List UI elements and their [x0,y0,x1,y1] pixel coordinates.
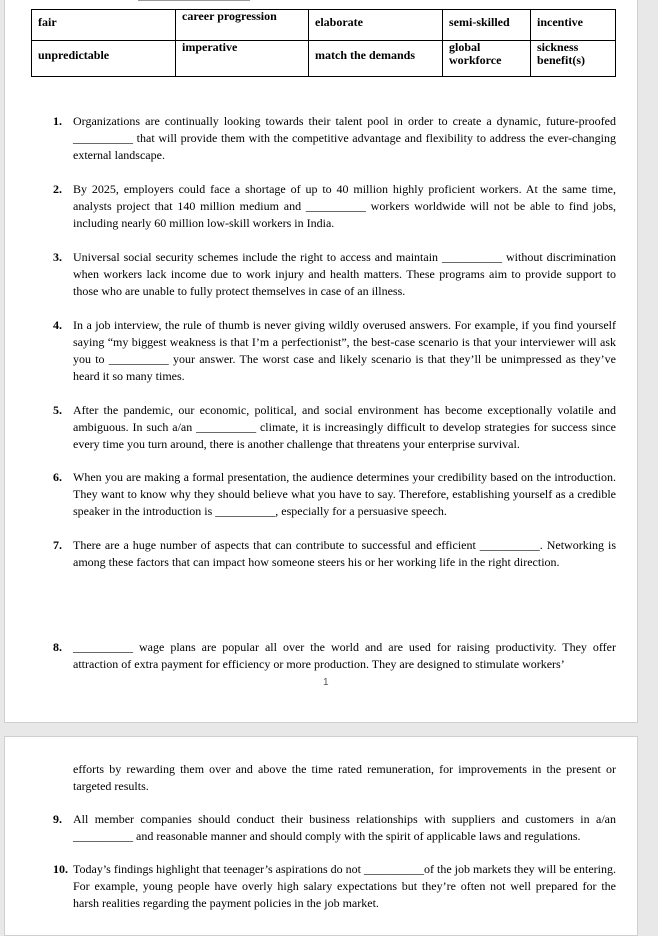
question-text: After the pandemic, our economic, political, and social environment has become exceptionally volatile and ambiguous. In such a/an __________ climate, it is increasingly difficult to develop strategies for success since every time you turn around, there is another challenge that threatens your enterprise survival. [73,403,616,451]
word-bank-cell: fair [32,10,176,41]
word-bank-cell: global workforce [443,41,531,77]
question-text: When you are making a formal presentation, the audience determines your credibility based on the introduction. They want to know why they should believe what you have to say. Therefore, establishing yourself as a credible speaker in the introduction is __________, especially for a persuasive speech. [73,470,616,518]
word-bank-cell: semi-skilled [443,10,531,41]
question-number: 3. [53,250,62,264]
word-bank-table [31,9,616,77]
word-bank-row [32,10,616,41]
question-text: Universal social security schemes include the right to access and maintain __________ without discrimination when workers lack income due to work injury and health matters. These programs aim to provide support to those who are unable to fully protect themselves in case of an illness. [73,250,616,298]
question-4 [53,317,616,385]
question-number: 2. [53,182,62,196]
question-number: 4. [53,318,62,332]
word-bank-cell: match the demands [309,41,443,77]
question-text: __________ wage plans are popular all over the world and are used for raising productivity. They offer attraction of extra payment for efficiency or more production. They are designed to stimulate workers’ [73,640,616,671]
question-number: 9. [53,812,62,826]
question-6 [53,469,616,520]
page-top-stub [138,0,250,1]
question-text: In a job interview, the rule of thumb is never giving wildly overused answers. For example, if you find yourself saying “my biggest weakness is that I’m a perfectionist”, the best-case scenario is that your interviewer will ask you to __________ your answer. The worst case and likely scenario is that they’ll be unimpressed as they’ve heard it so many times. [73,318,616,383]
question-text: Today’s findings highlight that teenager’s aspirations do not __________of the job markets they will be entering. For example, young people have overly high salary expectations but they’re often not well prepared for the harsh realities regarding the payment policies in the job market. [73,862,616,910]
word-bank-cell: sickness benefit(s) [531,41,616,77]
question-1 [53,113,616,164]
document-page-2 [4,736,638,936]
question-3 [53,249,616,300]
question-5 [53,402,616,453]
page-number: 1 [323,677,329,688]
word-bank-cell: elaborate [309,10,443,41]
question-text: There are a huge number of aspects that can contribute to successful and efficient __________. Networking is among these factors that can impact how someone steers his or her working life in the right direction. [73,538,616,569]
question-8-continued: efforts by rewarding them over and above the time rated remuneration, for improvements in the present or targeted results. [73,762,616,793]
question-7 [53,537,616,571]
question-text: Organizations are continually looking towards their talent pool in order to create a dynamic, future-proofed __________ that will provide them with the competitive advantage and flexibility to address the ever-changing external landscape. [73,114,616,162]
document-page-1 [4,0,638,723]
word-bank-row [32,41,616,77]
word-bank-cell: career progression [176,10,309,41]
word-bank-cell: imperative [176,41,309,77]
question-number: 1. [53,114,62,128]
question-number: 5. [53,403,62,417]
word-bank-cell: unpredictable [32,41,176,77]
question-number: 7. [53,538,62,552]
question-number: 8. [53,640,62,654]
question-9 [53,811,616,845]
question-number: 10. [53,862,68,876]
question-text: All member companies should conduct their business relationships with suppliers and customers in a/an __________ and reasonable manner and should comply with the spirit of applicable laws and regulations. [73,812,616,843]
question-8 [53,639,616,673]
word-bank-cell: incentive [531,10,616,41]
question-number: 6. [53,470,62,484]
question-text: By 2025, employers could face a shortage of up to 40 million highly proficient workers. At the same time, analysts project that 140 million medium and __________ workers worldwide will not be able to find jobs, including nearly 60 million low-skill workers in India. [73,182,616,230]
question-2 [53,181,616,232]
question-10 [53,861,616,912]
